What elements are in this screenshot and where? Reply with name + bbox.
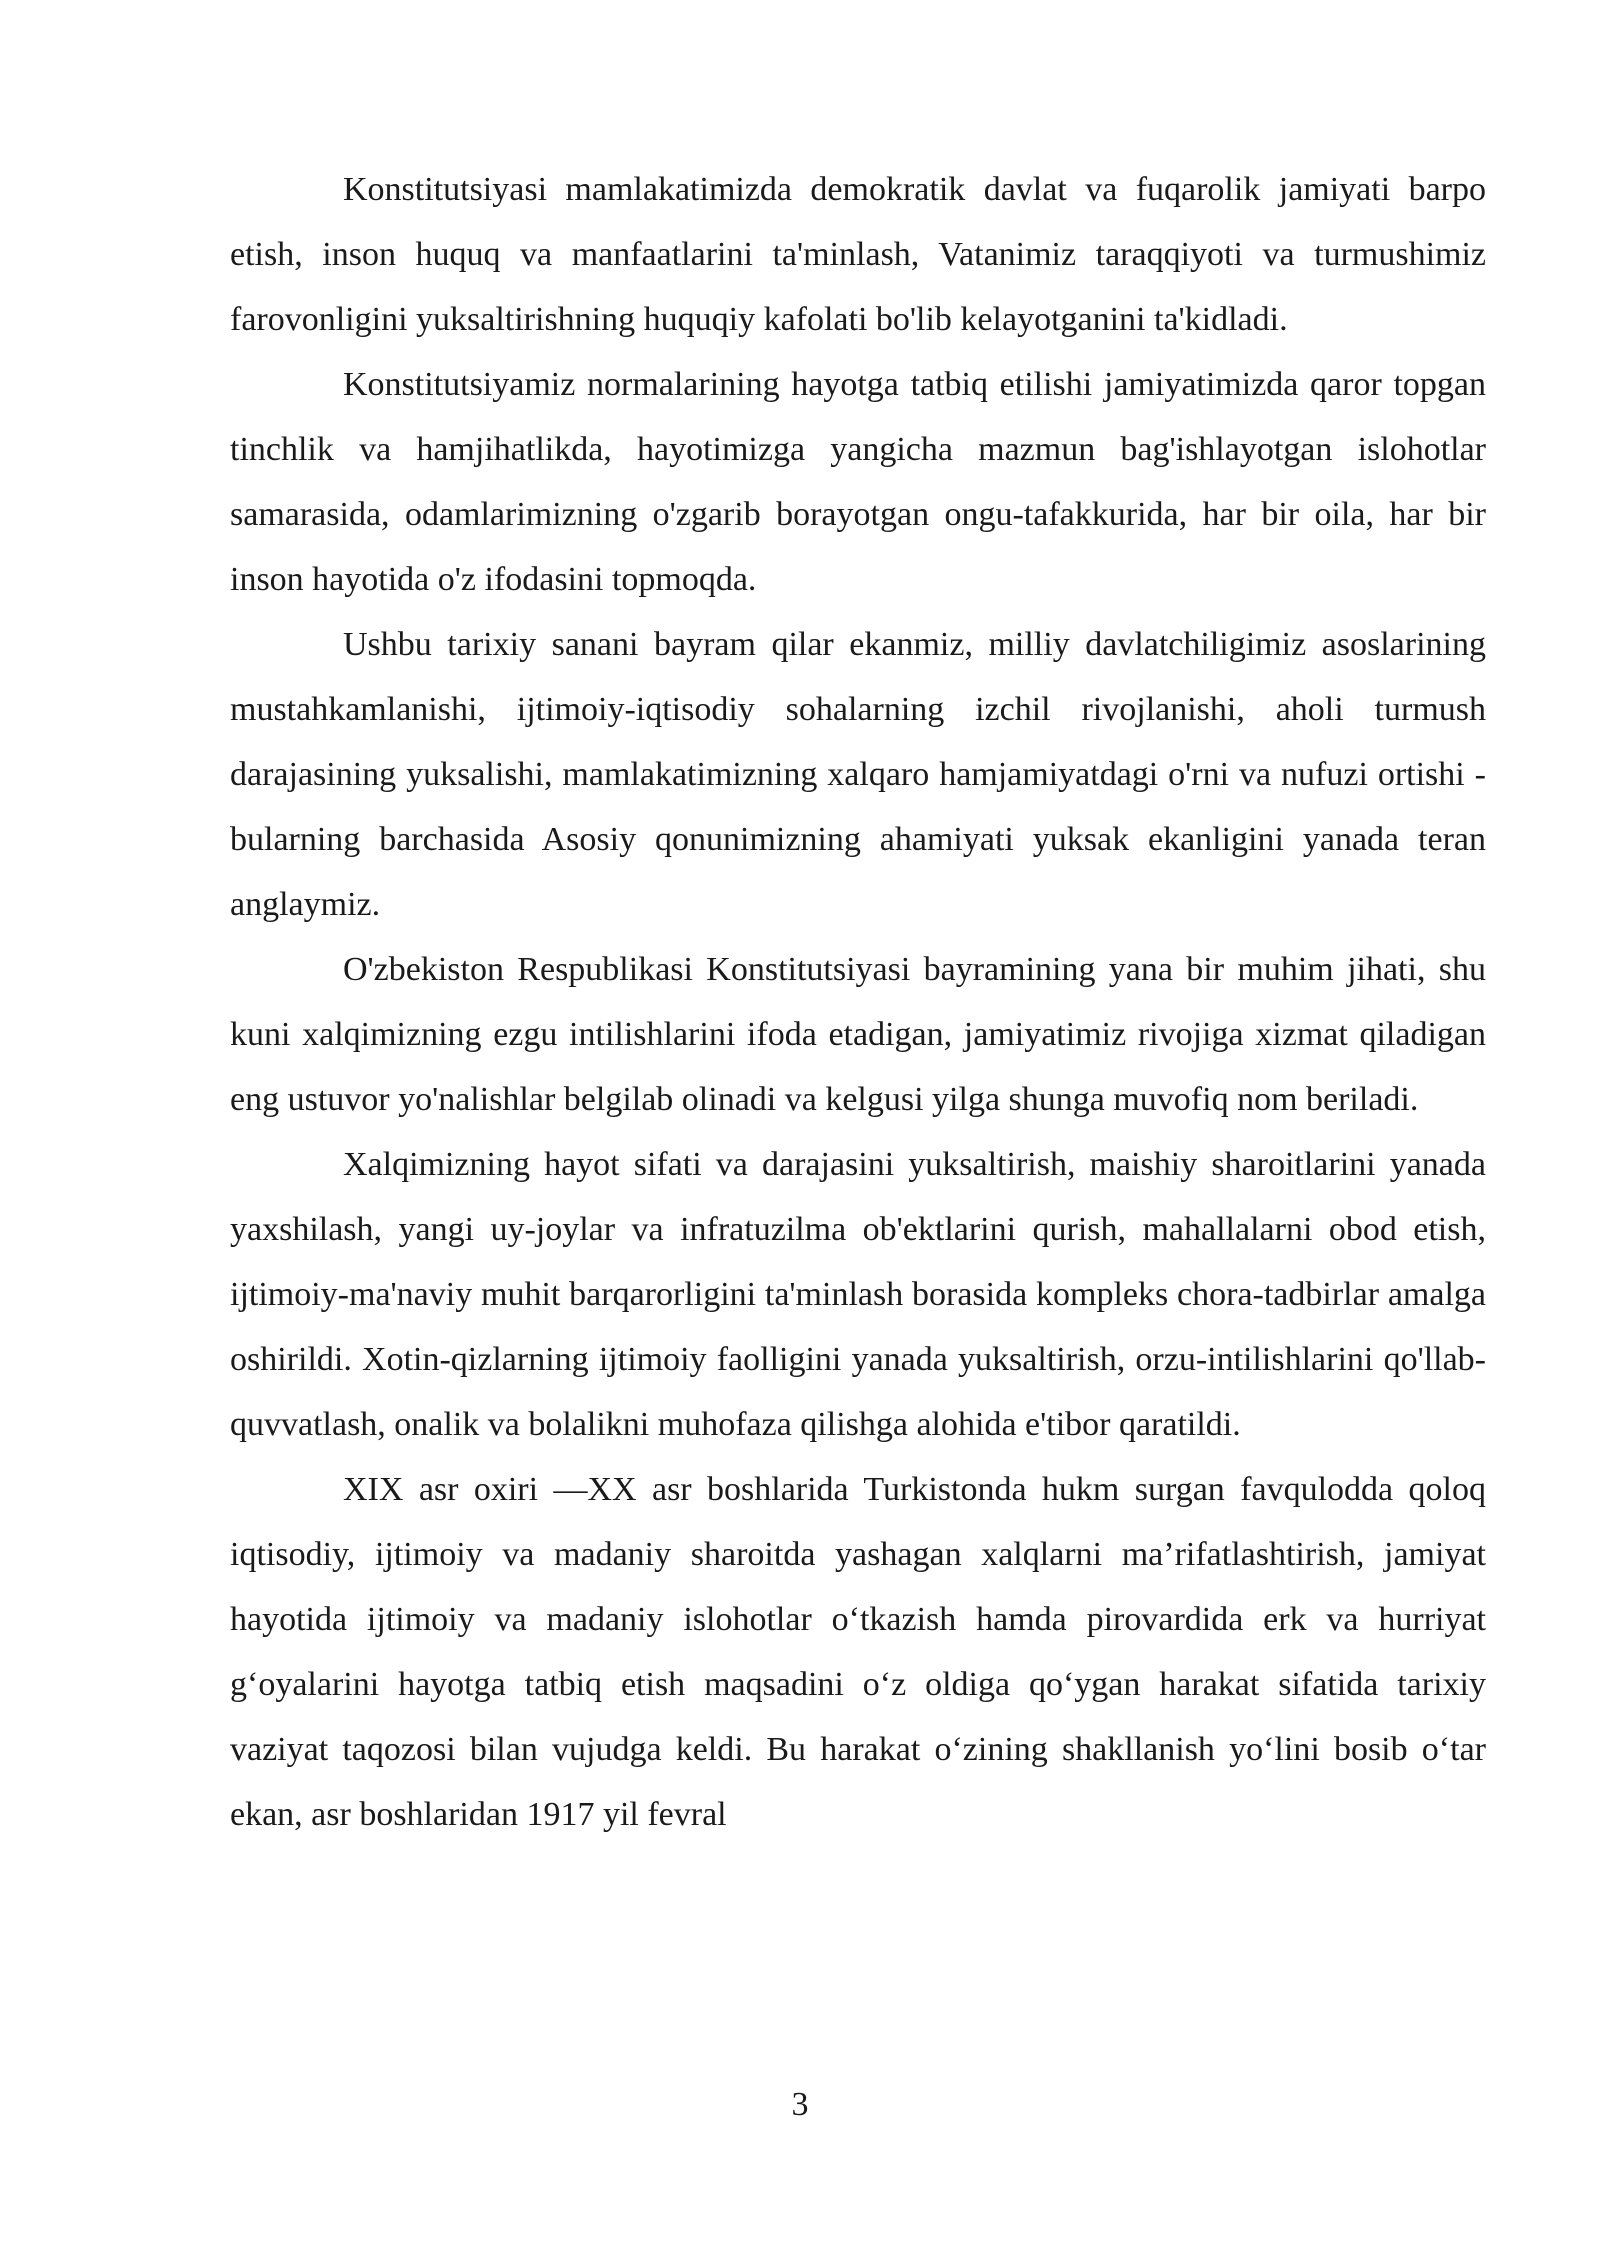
paragraph-4: O'zbekiston Respublikasi Konstitutsiyasi bayramining yana bir muhim jihati, shu kuni xalqimizning ezgu intilishlarini ifoda etadigan, jamiyatimiz rivojiga xizmat qiladigan eng ustuvor yo'nalishlar belgilab olinadi va kelgusi yilga shunga muvofiq nom beriladi. <box>230 951 1486 1118</box>
paragraph-3: Ushbu tarixiy sanani bayram qilar ekanmiz, milliy davlatchiligimiz asoslarining mustahkamlanishi, ijtimoiy-iqtisodiy sohalarning izchil rivojlanishi, aholi turmush darajasining yuksalishi, mamlakatimizning xalqaro hamjamiyatdagi o'rni va nufuzi ortishi - bularning barchasida Asosiy qonunimizning ahamiyati yuksak ekanligini yanada teran anglaymiz. <box>230 626 1486 923</box>
paragraph-6: XIX asr oxiri —XX asr boshlarida Turkistonda hukm surgan favqulodda qoloq iqtisodiy, ijtimoiy va madaniy sharoitda yashagan xalqlarni ma’rifatlashtirish, jamiyat hayotida ijtimoiy va madaniy islohotlar o‘tkazish hamda pirovardida erk va hurriyat g‘oyalarini hayotga tatbiq etish maqsadini o‘z oldiga qo‘ygan harakat sifatida tarixiy vaziyat taqozosi bilan vujudga keldi. Bu harakat o‘zining shakllanish yo‘lini bosib o‘tar ekan, asr boshlaridan 1917 yil fevral <box>230 1471 1486 1833</box>
page-number: 3 <box>791 2086 809 2123</box>
paragraph-5: Xalqimizning hayot sifati va darajasini yuksaltirish, maishiy sharoitlarini yanada yaxshilash, yangi uy-joylar va infratuzilma ob'ektlarini qurish, mahallalarni obod etish, ijtimoiy-ma'naviy muhit barqarorligini ta'minlash borasida kompleks chora-tadbirlar amalga oshirildi. Xotin-qizlarning ijtimoiy faolligini yanada yuksaltirish, orzu-intilishlarini qo'llab-quvvatlash, onalik va bolalikni muhofaza qilishga alohida e'tibor qaratildi. <box>230 1146 1486 1443</box>
document-body <box>230 157 1486 1847</box>
paragraph-1: Konstitutsiyasi mamlakatimizda demokratik davlat va fuqarolik jamiyati barpo etish, inson huquq va manfaatlarini ta'minlash, Vatanimiz taraqqiyoti va turmushimiz farovonligini yuksaltirishning huquqiy kafolati bo'lib kelayotganini ta'kidladi. <box>230 171 1486 338</box>
paragraph-2: Konstitutsiyamiz normalarining hayotga tatbiq etilishi jamiyatimizda qaror topgan tinchlik va hamjihatlikda, hayotimizga yangicha mazmun bag'ishlayotgan islohotlar samarasida, odamlarimizning o'zgarib borayotgan ongu-tafakkurida, har bir oila, har bir inson hayotida o'z ifodasini topmoqda. <box>230 366 1486 598</box>
